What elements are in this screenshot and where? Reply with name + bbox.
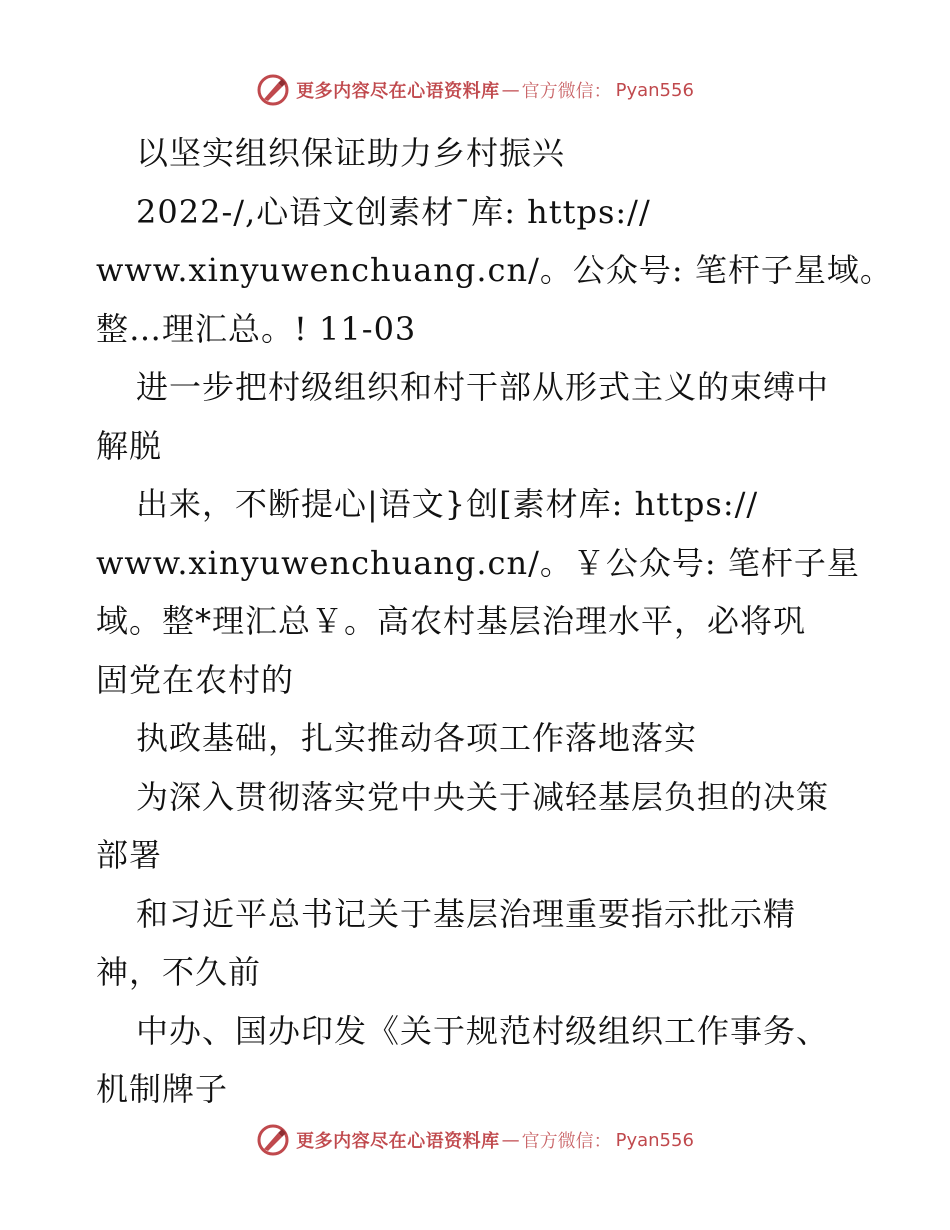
footer-wechat-label: 官方微信： bbox=[521, 1131, 612, 1152]
body-line: www.xinyuwenchuang.cn/。公众号: 笔杆子星域。 bbox=[96, 251, 893, 289]
footer-banner bbox=[0, 1120, 950, 1160]
body-line: 神，不久前 bbox=[96, 953, 262, 991]
footer-brand-text: 更多内容尽在心语资料库 bbox=[296, 1131, 500, 1152]
pen-logo-icon bbox=[256, 73, 290, 107]
footer-separator: — bbox=[501, 1129, 520, 1151]
body-line: 中办、国办印发《关于规范村级组织工作事务、 bbox=[136, 1011, 830, 1050]
body-line: 2022-/,心语文创素材¯库: https:// bbox=[136, 192, 651, 231]
header-separator: — bbox=[501, 79, 520, 101]
body-line: 出来，不断提心|语文}创[素材库: https:// bbox=[136, 485, 759, 523]
body-line: 部署 bbox=[96, 836, 163, 874]
body-line: www.xinyuwenchuang.cn/。￥公众号: 笔杆子星 bbox=[96, 543, 860, 582]
body-line: 解脱 bbox=[96, 426, 163, 465]
title-line: 以坚实组织保证助力乡村振兴 bbox=[136, 134, 566, 172]
header-wechat-label: 官方微信： bbox=[521, 81, 612, 102]
body-line: 固党在农村的 bbox=[96, 660, 295, 699]
body-line: 和习近平总书记关于基层治理重要指示批示精 bbox=[136, 894, 797, 933]
footer-wechat-id: Pyan556 bbox=[615, 1129, 694, 1151]
document-body bbox=[96, 124, 893, 1119]
body-line: 机制牌子 bbox=[96, 1070, 229, 1108]
body-line: 执政基础，扎实推动各项工作落地落实 bbox=[136, 719, 698, 757]
body-line: 域。整*理汇总￥。高农村基层治理水平，必将巩 bbox=[96, 602, 807, 640]
body-line: 整…理汇总。! 11-03 bbox=[96, 309, 417, 348]
body-line: 进一步把村级组织和村干部从形式主义的束缚中 bbox=[136, 368, 830, 406]
pen-logo-icon bbox=[256, 1123, 290, 1157]
header-banner bbox=[0, 70, 950, 110]
header-wechat-id: Pyan556 bbox=[615, 79, 694, 101]
body-line: 为深入贯彻落实党中央关于减轻基层负担的决策 bbox=[136, 777, 830, 816]
header-brand-text: 更多内容尽在心语资料库 bbox=[296, 81, 500, 102]
